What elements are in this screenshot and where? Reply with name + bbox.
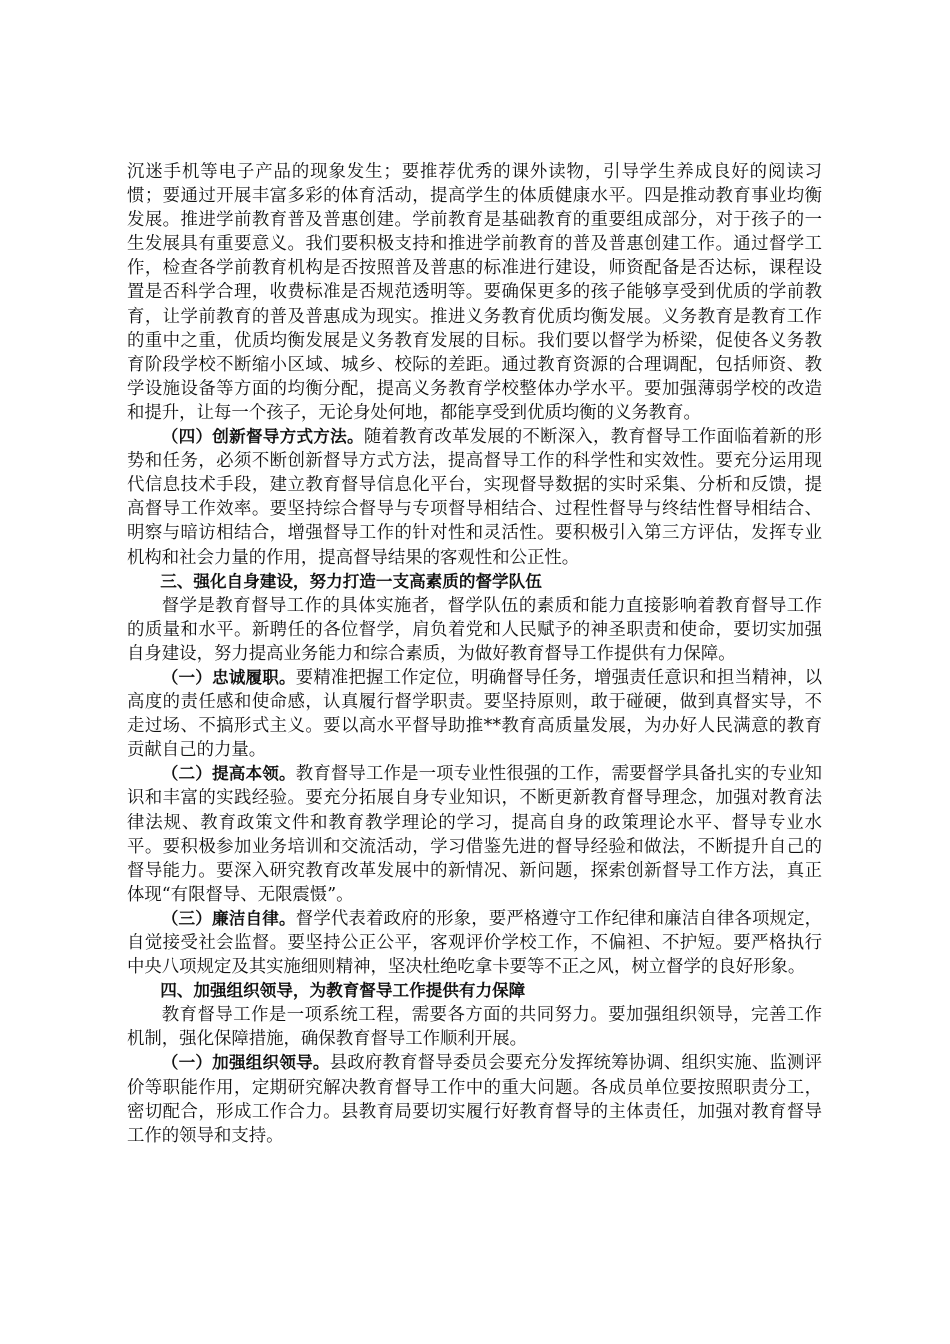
paragraph-text: 督学代表着政府的形象，要严格遵守工作纪律和廉洁自律各项规定，自觉接受社会监督。要坚持公正公平，客观评价学校工作，不偏袒、不护短。要严格执行中央八项规定及其实施细则精神，坚决杜绝吃拿卡要等不正之风，树立督学的良好形象。 (127, 908, 823, 978)
paragraph-system-project (127, 1003, 822, 1051)
paragraph-integrity (127, 907, 822, 979)
paragraph-text: 教育督导工作是一项专业性很强的工作，需要督学具备扎实的专业知识和丰富的实践经验。要充分拓展自身专业知识，不断更新教育督导理念，加强对教育法律法规、教育政策文件和教育教学理论的学习，提高自身的政策理论水平、督导专业水平。要积极参加业务培训和交流活动，学习借鉴先进的督导经验和做法，不断提升自己的督导能力。要深入研究教育改革发展中的新情况、新问题，探索创新督导工作方法，真正体现“有限督导、无限震慑”。 (127, 764, 823, 905)
paragraph-text: 要精准把握工作定位，明确督导任务，增强责任意识和担当精神，以高度的责任感和使命感，认真履行督学职责。要坚持原则，敢于碰硬，做到真督实导，不走过场、不搞形式主义。要以高水平督导助推**教育高质量发展，为办好人民满意的教育贡献自己的力量。 (127, 667, 823, 761)
paragraph-supervisor-intro (127, 594, 822, 666)
paragraph-text: 随着教育改革发展的不断深入，教育督导工作面临着新的形势和任务，必须不断创新督导方式方法，提高督导工作的科学性和实效性。要充分运用现代信息技术手段，建立教育督导信息化平台，实现督导数据的实时采集、分析和反馈，提高督导工作效率。要坚持综合督导与专项督导相结合、过程性督导与终结性督导相结合、明察与暗访相结合，增强督导工作的针对性和灵活性。要积极引入第三方评估，发挥专业机构和社会力量的作用，提高督导结果的客观性和公正性。 (127, 427, 822, 568)
section-heading-4: 四、加强组织领导，为教育督导工作提供有力保障 (160, 981, 526, 1001)
paragraph-organization-leadership (127, 1051, 822, 1147)
paragraph-text: 沉迷手机等电子产品的现象发生；要推荐优秀的课外读物，引导学生养成良好的阅读习惯；要通过开展丰富多彩的体育活动，提高学生的体质健康水平。四是推动教育事业均衡发展。推进学前教育普及普惠创建。学前教育是基础教育的重要组成部分，对于孩子的一生发展具有重要意义。我们要积极支持和推进学前教育的普及普惠创建工作。通过督学工作，检查各学前教育机构是否按照普及普惠的标准进行建设，师资配备是否达标，课程设置是否科学合理，收费标准是否规范透明等。要确保更多的孩子能够享受到优质的学前教育，让学前教育的普及普惠成为现实。推进义务教育优质均衡发展。义务教育是教育工作的重中之重，优质均衡发展是义务教育发展的目标。我们要以督学为桥梁，促使各义务教育阶段学校不断缩小区域、城乡、校际的差距。通过教育资源的合理调配，包括师资、教学设施设备等方面的均衡分配，提高义务教育学校整体办学水平。要加强薄弱学校的改造和提升，让每一个孩子，无论身处何地，都能享受到优质均衡的义务教育。 (127, 162, 822, 423)
section-heading-3: 三、强化自身建设，努力打造一支高素质的督学队伍 (160, 571, 542, 591)
paragraph-loyal-duty (127, 666, 822, 762)
paragraph-text: 教育督导工作是一项系统工程，需要各方面的共同努力。要加强组织领导，完善工作机制，强化保障措施，确保教育督导工作顺利开展。 (127, 1005, 822, 1050)
document-body (127, 160, 822, 1148)
paragraph-innovate-methods (127, 425, 822, 570)
paragraph-lead: （四）创新督导方式方法。 (161, 427, 364, 447)
paragraph-lead: （三）廉洁自律。 (161, 908, 296, 928)
paragraph-education-balance (127, 160, 822, 425)
paragraph-lead: （一）忠诚履职。 (161, 667, 296, 687)
paragraph-improve-skills (127, 762, 822, 907)
paragraph-text: 督学是教育督导工作的具体实施者，督学队伍的素质和能力直接影响着教育督导工作的质量和水平。新聘任的各位督学，肩负着党和人民赋予的神圣职责和使命，要切实加强自身建设，努力提高业务能力和综合素质，为做好教育督导工作提供有力保障。 (127, 595, 822, 664)
paragraph-lead: （二）提高本领。 (161, 764, 296, 784)
paragraph-text: 县政府教育督导委员会要充分发挥统筹协调、组织实施、监测评价等职能作用，定期研究解决教育督导工作中的重大问题。各成员单位要按照职责分工，密切配合，形成工作合力。县教育局要切实履行好教育督导的主体责任，加强对教育督导工作的领导和支持。 (127, 1053, 822, 1146)
paragraph-lead: （一）加强组织领导。 (161, 1053, 330, 1073)
